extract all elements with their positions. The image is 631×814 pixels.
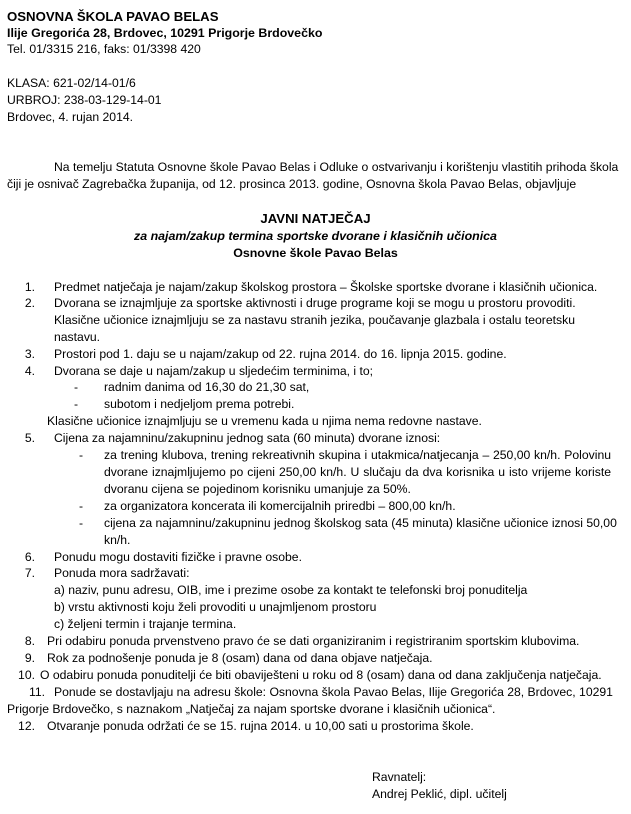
item-7-sub-b: b) vrstu aktivnosti koju želi provoditi u unajmljenom prostoru [54, 600, 377, 614]
place-date: Brdovec, 4. rujan 2014. [7, 110, 134, 124]
item-number: 3. [24, 347, 35, 361]
school-address: Ilije Gregorića 28, Brdovec, 10291 Prigorje Brdovečko [7, 26, 323, 40]
item-2-text-b: Klasične učionice iznajmljuju se za nastavu stranih jezika, poučavanje glazbala i ostalu teoretsku [54, 313, 575, 327]
item-2-text-a: Dvorana se iznajmljuje za sportske aktivnosti i druge programe koji se mogu u prostoru provoditi. [54, 296, 576, 310]
signature-name: Andrej Peklić, dipl. učitelj [372, 787, 507, 801]
item-4-sub-c: Klasične učionice iznajmljuju se u vremenu kada u njima nema redovne nastave. [47, 414, 482, 428]
item-6-text: Ponudu mogu dostaviti fizičke i pravne osobe. [54, 550, 302, 564]
item-3-text: Prostori pod 1. daju se u najam/zakup od 22. rujna 2014. do 16. lipnja 2015. godine. [54, 347, 507, 361]
item-2-text-c: nastavu. [54, 330, 101, 344]
intro-line-2: čiji je osnivač Zagrebačka županija, od 12. prosinca 2013. godine, Osnovna škola Pavao Belas, objavljuje [7, 177, 577, 191]
bullet-dash: - [74, 380, 79, 394]
item-number: 6. [24, 550, 35, 564]
item-11-text-b: Prigorje Brdovečko, s naznakom „Natječaj za najam sportske dvorane i klasičnih učionica“. [7, 702, 496, 716]
item-number: 12. [18, 719, 35, 733]
document-title: JAVNI NATJEČAJ [260, 211, 371, 226]
item-7-sub-a: a) naziv, punu adresu, OIB, ime i prezime osobe za kontakt te telefonski broj ponuditelja [54, 583, 528, 597]
school-phone: Tel. 01/3315 216, faks: 01/3398 420 [7, 42, 201, 56]
item-number: 8. [24, 634, 35, 648]
urbroj: URBROJ: 238-03-129-14-01 [7, 93, 162, 107]
signature-role: Ravnatelj: [372, 770, 427, 784]
item-9-text: Rok za podnošenje ponuda je 8 (osam) dana od dana objave natječaja. [47, 651, 433, 665]
item-number: 7. [24, 566, 35, 580]
intro-line-1: Na temelju Statuta Osnovne škole Pavao Belas i Odluke o ostvarivanju i korištenju vlastitih prihoda škola [54, 160, 619, 174]
item-5-text: Cijena za najamninu/zakupninu jednog sata (60 minuta) dvorane iznosi: [54, 431, 441, 445]
bullet-dash: - [79, 499, 84, 513]
item-4-sub-a: radnim danima od 16,30 do 21,30 sat, [104, 380, 310, 394]
item-7-sub-c: c) željeni termin i trajanje termina. [54, 617, 237, 631]
klasa: KLASA: 621-02/14-01/6 [7, 76, 136, 90]
document-subtitle-2: Osnovne škole Pavao Belas [233, 246, 398, 260]
item-5-sub-b: za organizatora koncerata ili komercijalnih priredbi – 800,00 kn/h. [104, 499, 456, 513]
item-5-sub-a-3: dvoranu cijena se pojedinom korisniku umanjuje za 50%. [104, 482, 411, 496]
document-subtitle-1: za najam/zakup termina sportske dvorane i klasičnih učionica [134, 229, 497, 243]
item-8-text: Pri odabiru ponuda prvenstveno pravo će se dati organiziranim i registriranim sportskim klubovima. [47, 634, 580, 648]
item-number: 11. [28, 685, 45, 699]
item-11-text-a: Ponude se dostavljaju na adresu škole: Osnovna škola Pavao Belas, Ilije Gregorića 28, Brdovec, 10291 [54, 685, 613, 699]
school-name: OSNOVNA ŠKOLA PAVAO BELAS [7, 9, 219, 24]
item-1-text: Predmet natječaja je najam/zakup školskog prostora – Školske sportske dvorane i klasičnih učionica. [54, 280, 598, 294]
item-number: 10. [18, 668, 35, 682]
item-7-text: Ponuda mora sadržavati: [54, 566, 190, 580]
bullet-dash: - [79, 448, 84, 462]
bullet-dash: - [74, 397, 79, 411]
item-number: 4. [24, 364, 35, 378]
item-5-sub-c-2: kn/h. [104, 533, 131, 547]
item-5-sub-c-1: cijena za najamninu/zakupninu jednog školskog sata (45 minuta) klasične učionice iznosi 50,00 [104, 516, 617, 530]
item-4-text: Dvorana se daje u najam/zakup u sljedećim terminima, i to; [54, 364, 374, 378]
item-number: 2. [24, 296, 35, 310]
item-5-sub-a-2: dvorane iznajmljujemo po cijeni 250,00 kn/h. U slučaju da dva korisnika u isto vrijeme koriste [104, 465, 611, 479]
item-number: 1. [24, 280, 35, 294]
bullet-dash: - [79, 516, 84, 530]
item-5-sub-a-1: za trening klubova, trening rekreativnih skupina i utakmica/natjecanja – 250,00 kn/h. Polovinu [104, 448, 611, 462]
item-12-text: Otvaranje ponuda održati će se 15. rujna 2014. u 10,00 sati u prostorima škole. [47, 719, 474, 733]
item-number: 5. [24, 431, 35, 445]
item-number: 9. [24, 651, 35, 665]
item-10-text: O odabiru ponuda ponuditelji će biti obaviješteni u roku od 8 (osam) dana od dana zaključenja natječaja. [40, 668, 602, 682]
item-4-sub-b: subotom i nedjeljom prema potrebi. [104, 397, 295, 411]
